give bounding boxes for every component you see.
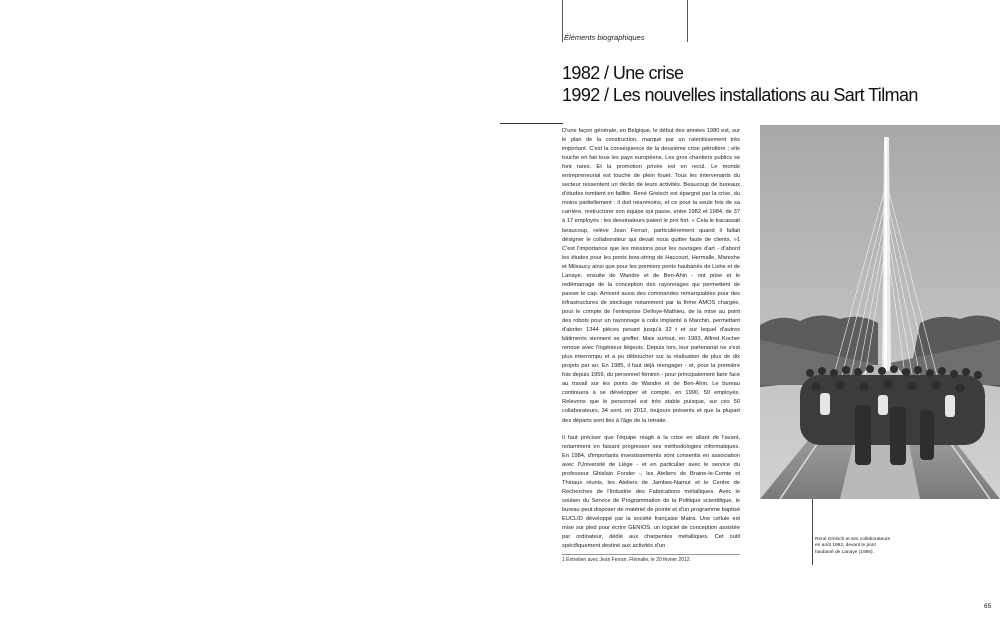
title-line-2: 1992 / Les nouvelles installations au Sart Tilman xyxy=(562,85,918,105)
footnote-rule xyxy=(562,554,740,555)
title-line-1: 1982 / Une crise xyxy=(562,63,684,83)
header-rule-right xyxy=(687,0,688,42)
footnote: 1 Entretien avec Jean Ferrari, Flémalle, le 20 février 2012. xyxy=(562,557,691,563)
caption-rule xyxy=(812,499,813,565)
body-paragraph-1: D'une façon générale, en Belgique, le début des années 1980 est, sur le plan de la construction, marqué par un ralentissement très important. C'est la conséquence de la deuxième crise pétrolière ; elle touche en fait tous les pays européens. Les gros chantiers publics se font rares. Et la promotion privée est en recul. Le monde entrepreneurial est touché de plein fouet. Tous les intervenants du secteur ressentent un déclin de leurs activités. Beaucoup de bureaux d'études tombent en faillite. René Greisch est épargné par la crise, du moins partiellement : il doit néanmoins, et ce pour la seule fois de sa carrière, restructurer son équipe qui passe, entre 1982 et 1984, de 37 à 17 employés : les dessinateurs paient le prix fort. « Cela le tracassait beaucoup, relève Jean Ferrari, particulièrement quand il fallait désigner le collaborateur qui devait nous quitter faute de clients. »1 C'est l'importance que les missions pour les ouvrages d'art - d'abord les études pour les ponts bow-string de Haccourt, Hermalle, Marexhe et Milsaucy ainsi que pour les premiers ponts haubanés de Lixhe et de Lanaye, ensuite de Wandre et de Ben-Ahin - ont prise et le redémarrage de la conception des rayonnages qui permettent de passer le cap. Arrivent aussi des commandes remarquables pour des infrastructures de stockage notamment par la firme AMOS chargée, pour le compte de l'entreprise Delloye-Mathieu, de la mise au point des robots pour un rayonnage à coils implanté à Marchin, permettant d'abriter 1344 pièces pesant jusqu'à 32 t et sur lequel d'autres bâtiments viennent se greffer. Mais surtout, en 1983, Alfred Kocher renoue avec l'ingénieur liégeois. Depuis lors, leur partenariat ne s'est plus interrompu et a pu déboucher sur la réalisation de plus de dix projets par an. En 1985, il faut déjà réengager - et, pour la première fois depuis 1959, du personnel féminin - pour principalement faire face au travail sur les ponts de Wandre et de Ben-Ahin. Le bureau continuera à se développer et compte, en 1990, 50 employés. Relevons que le personnel est très stable puisque, sur ces 50 collaborateurs, 34 sont, en 2012, toujours présents et que la plupart des départs sont liés à l'âge de la retraite. xyxy=(562,128,740,424)
page-title xyxy=(562,62,918,106)
section-label: Éléments biographiques xyxy=(564,33,645,42)
page-number: 65 xyxy=(984,603,992,610)
bridge-team-photo xyxy=(760,125,1000,499)
header-rule-left xyxy=(562,0,563,42)
body-paragraph-2: Il faut préciser que l'équipe réagit à la crise en allant de l'avant, notamment en faisant progresser ses méthodologies informatiques. En 1984, d'importants investissements sont consentis en association avec l'Université de Liège - et en particulier avec le service du professeur Ghislain Fonder -, les Ateliers de Braine-le-Comte et Thiriaux réunis, les Ateliers de Jambes-Namur et le Centre de Recherches de l'Industrie des Fabrications métalliques. Avec le soutien du Service de Programmation de la Politique scientifique, le bureau peut disposer de matériel de pointe et d'un programme baptisé EUCLID développé par la société française Matra. Une cellule est mise sur pied pour écrire GENIOS, un logiciel de conception assistée par ordinateur, dédié aux charpentes métalliques. Cet outil spécifiquement destiné aux activités d'un xyxy=(562,434,740,550)
title-rule xyxy=(500,123,563,124)
body-text xyxy=(562,127,740,559)
photo-caption: René Greisch et ses collaborateurs en août 1992, devant le pont haubané de Lanaye (1986). xyxy=(815,537,890,555)
